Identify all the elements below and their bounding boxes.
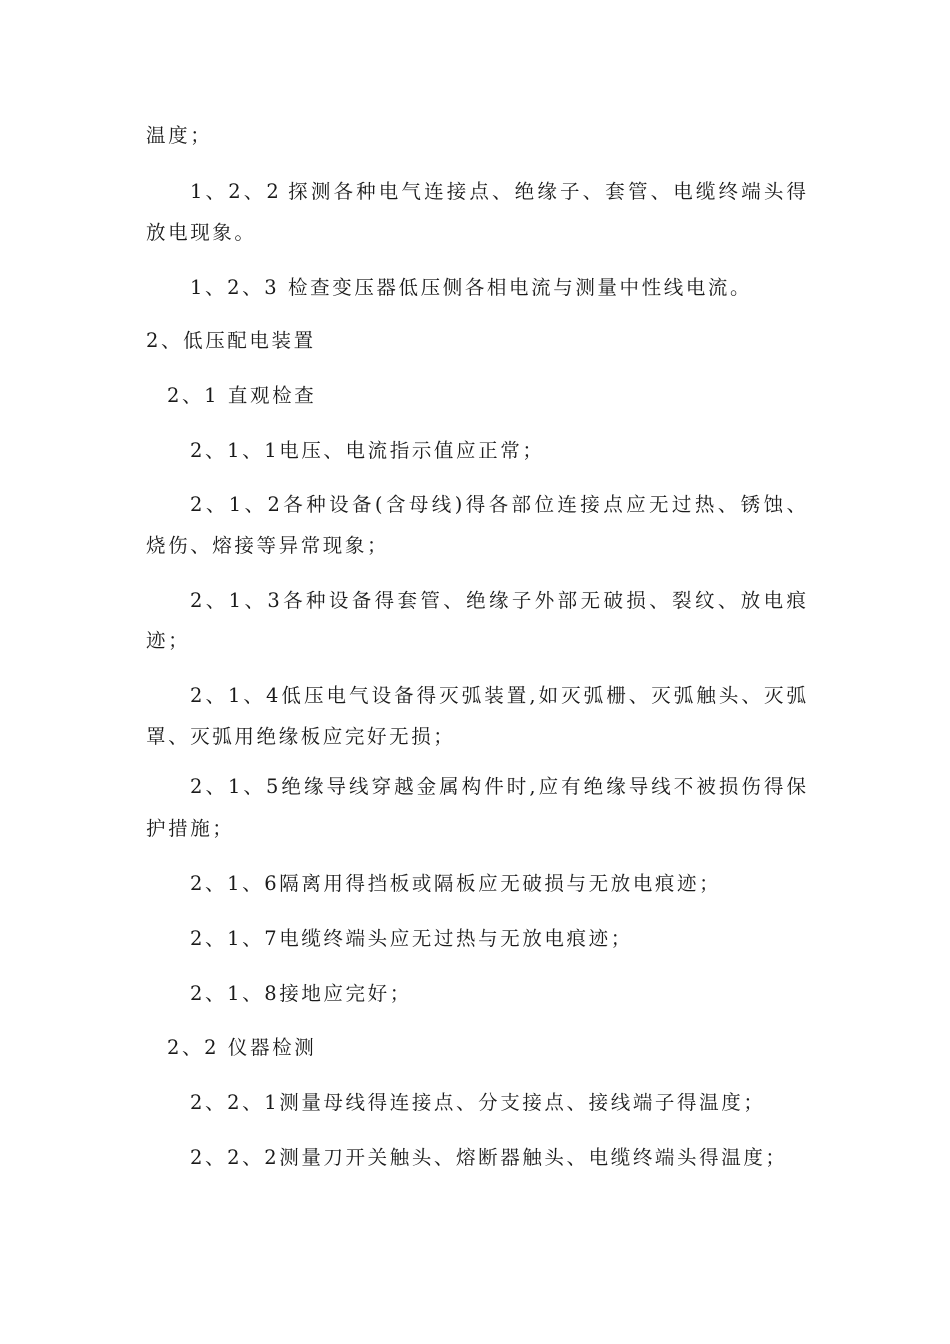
text-line: 2、1、7电缆终端头应无过热与无放电痕迹； (190, 927, 633, 950)
section-heading: 2、低压配电装置 (146, 329, 316, 352)
text-line: 1、2、2 探测各种电气连接点、绝缘子、套管、电缆终端头得 (190, 180, 806, 203)
text-line: 罩、灭弧用绝缘板应完好无损； (146, 725, 456, 748)
text-line: 迹； (146, 629, 191, 652)
subsection-heading: 2、1 直观检查 (167, 384, 317, 407)
text-line: 放电现象。 (146, 221, 257, 244)
text-line: 温度； (146, 124, 213, 147)
text-line: 2、2、1测量母线得连接点、分支接点、接线端子得温度； (190, 1091, 766, 1114)
text-line: 2、1、6隔离用得挡板或隔板应无破损与无放电痕迹； (190, 872, 722, 895)
text-line: 护措施； (146, 817, 235, 840)
text-line: 烧伤、熔接等异常现象； (146, 534, 390, 557)
text-line: 2、1、4低压电气设备得灭弧装置,如灭弧栅、灭弧触头、灭弧 (190, 684, 806, 707)
text-line: 2、1、1电压、电流指示值应正常； (190, 439, 545, 462)
text-line: 2、1、5绝缘导线穿越金属构件时,应有绝缘导线不被损伤得保 (190, 775, 806, 798)
subsection-heading: 2、2 仪器检测 (167, 1036, 317, 1059)
text-line: 1、2、3 检查变压器低压侧各相电流与测量中性线电流。 (190, 276, 753, 299)
text-line: 2、1、8接地应完好； (190, 982, 412, 1005)
text-line: 2、1、2各种设备(含母线)得各部位连接点应无过热、锈蚀、 (190, 493, 806, 516)
text-line: 2、1、3各种设备得套管、绝缘子外部无破损、裂纹、放电痕 (190, 589, 806, 612)
text-line: 2、2、2测量刀开关触头、熔断器触头、电缆终端头得温度； (190, 1146, 788, 1169)
